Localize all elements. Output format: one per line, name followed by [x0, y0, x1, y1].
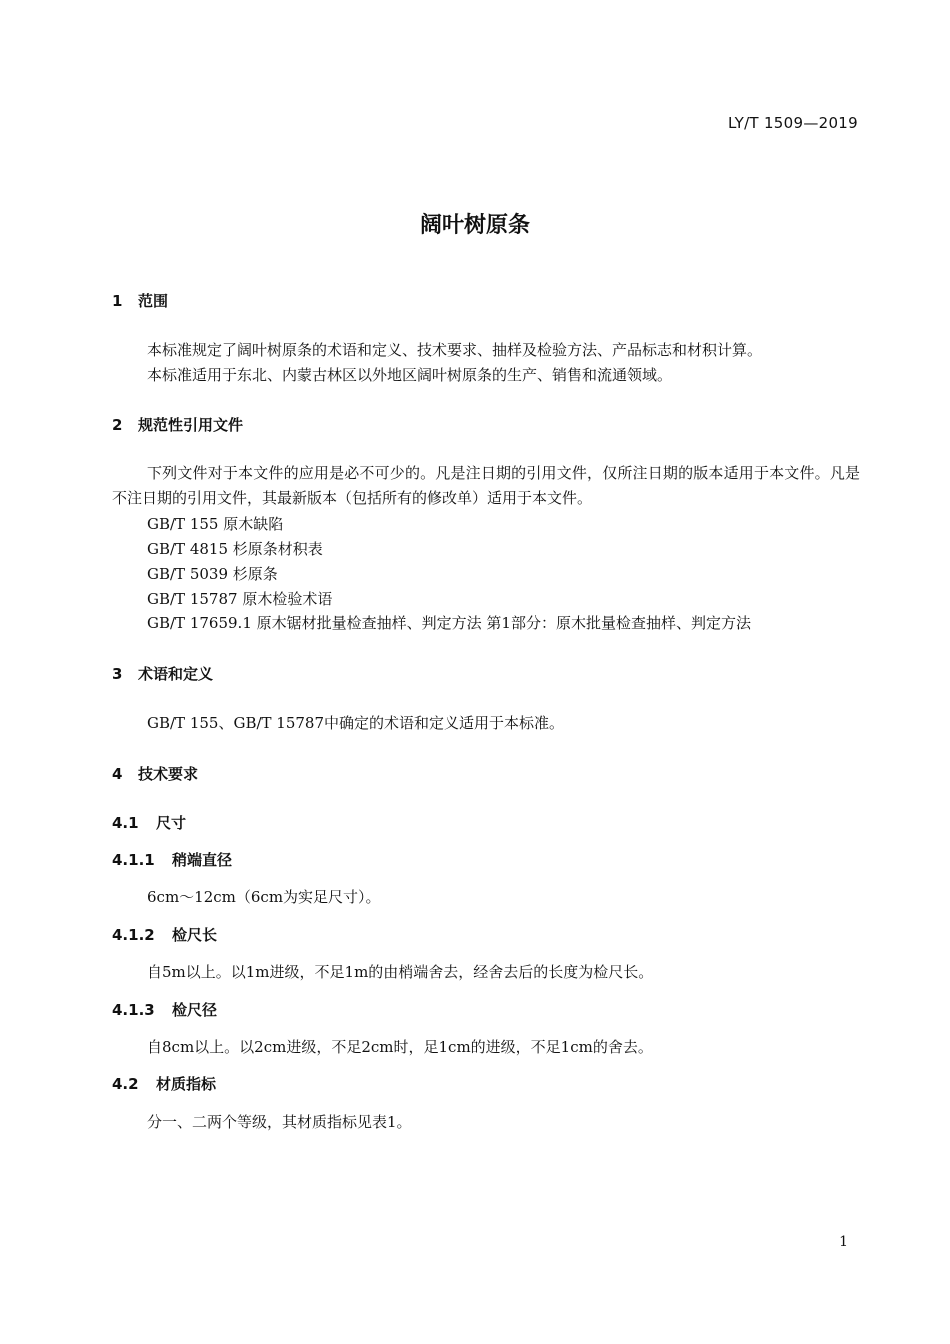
section-4-1-2-heading — [112, 924, 217, 945]
scaling-diameter-paragraph: 自8cm以上。以2cm进级，不足2cm时，足1cm的进级，不足1cm的舍去。 — [147, 1038, 653, 1056]
section-number: 1 — [112, 292, 123, 310]
top-diameter-paragraph: 6cm～12cm（6cm为实足尺寸）。 — [147, 888, 381, 906]
section-number: 4.1.1 — [112, 851, 155, 869]
section-title: 规范性引用文件 — [138, 416, 244, 434]
section-number: 4 — [112, 765, 123, 783]
scope-paragraph-1: 本标准规定了阔叶树原条的术语和定义、技术要求、抽样及检验方法、产品标志和材积计算。 — [147, 341, 763, 359]
scaling-length-paragraph: 自5m以上。以1m进级，不足1m的由梢端舍去，经舍去后的长度为检尺长。 — [147, 963, 654, 981]
standard-code: LY/T 1509—2019 — [727, 114, 858, 132]
section-number: 4.1 — [112, 814, 139, 832]
section-1-heading — [112, 290, 168, 311]
section-3-heading — [112, 663, 213, 684]
section-4-1-heading — [112, 812, 186, 833]
section-title: 术语和定义 — [138, 665, 214, 683]
section-title: 尺寸 — [156, 814, 187, 832]
section-number: 4.1.2 — [112, 926, 155, 944]
section-title: 材质指标 — [156, 1075, 217, 1093]
reference-item: GB/T 15787 原木检验术语 — [147, 590, 333, 608]
section-4-1-1-heading — [112, 849, 232, 870]
references-intro: 下列文件对于本文件的应用是必不可少的。凡是注日期的引用文件，仅所注日期的版本适用于本文件。凡是不注日期的引用文件，其最新版本（包括所有的修改单）适用于本文件。 — [112, 464, 860, 507]
reference-item: GB/T 17659.1 原木锯材批量检查抽样、判定方法 第1部分：原木批量检查抽样、判定方法 — [147, 614, 751, 632]
section-2-heading — [112, 414, 243, 435]
section-title: 检尺长 — [172, 926, 218, 944]
scope-paragraph-2: 本标准适用于东北、内蒙古林区以外地区阔叶树原条的生产、销售和流通领域。 — [147, 366, 673, 384]
section-number: 3 — [112, 665, 123, 683]
section-number: 4.2 — [112, 1075, 139, 1093]
section-4-heading — [112, 763, 198, 784]
section-title: 范围 — [138, 292, 169, 310]
section-number: 4.1.3 — [112, 1001, 155, 1019]
page-number: 1 — [839, 1234, 848, 1250]
reference-item: GB/T 155 原木缺陷 — [147, 515, 284, 533]
quality-index-paragraph: 分一、二两个等级，其材质指标见表1。 — [147, 1113, 412, 1131]
reference-item: GB/T 5039 杉原条 — [147, 565, 278, 583]
section-title: 技术要求 — [138, 765, 199, 783]
section-title: 稍端直径 — [172, 851, 233, 869]
document-title: 阔叶树原条 — [419, 213, 530, 238]
section-title: 检尺径 — [172, 1001, 218, 1019]
section-4-2-heading — [112, 1073, 216, 1094]
section-number: 2 — [112, 416, 123, 434]
reference-item: GB/T 4815 杉原条材积表 — [147, 540, 323, 558]
section-4-1-3-heading — [112, 999, 217, 1020]
terms-paragraph: GB/T 155、GB/T 15787中确定的术语和定义适用于本标准。 — [147, 714, 565, 732]
